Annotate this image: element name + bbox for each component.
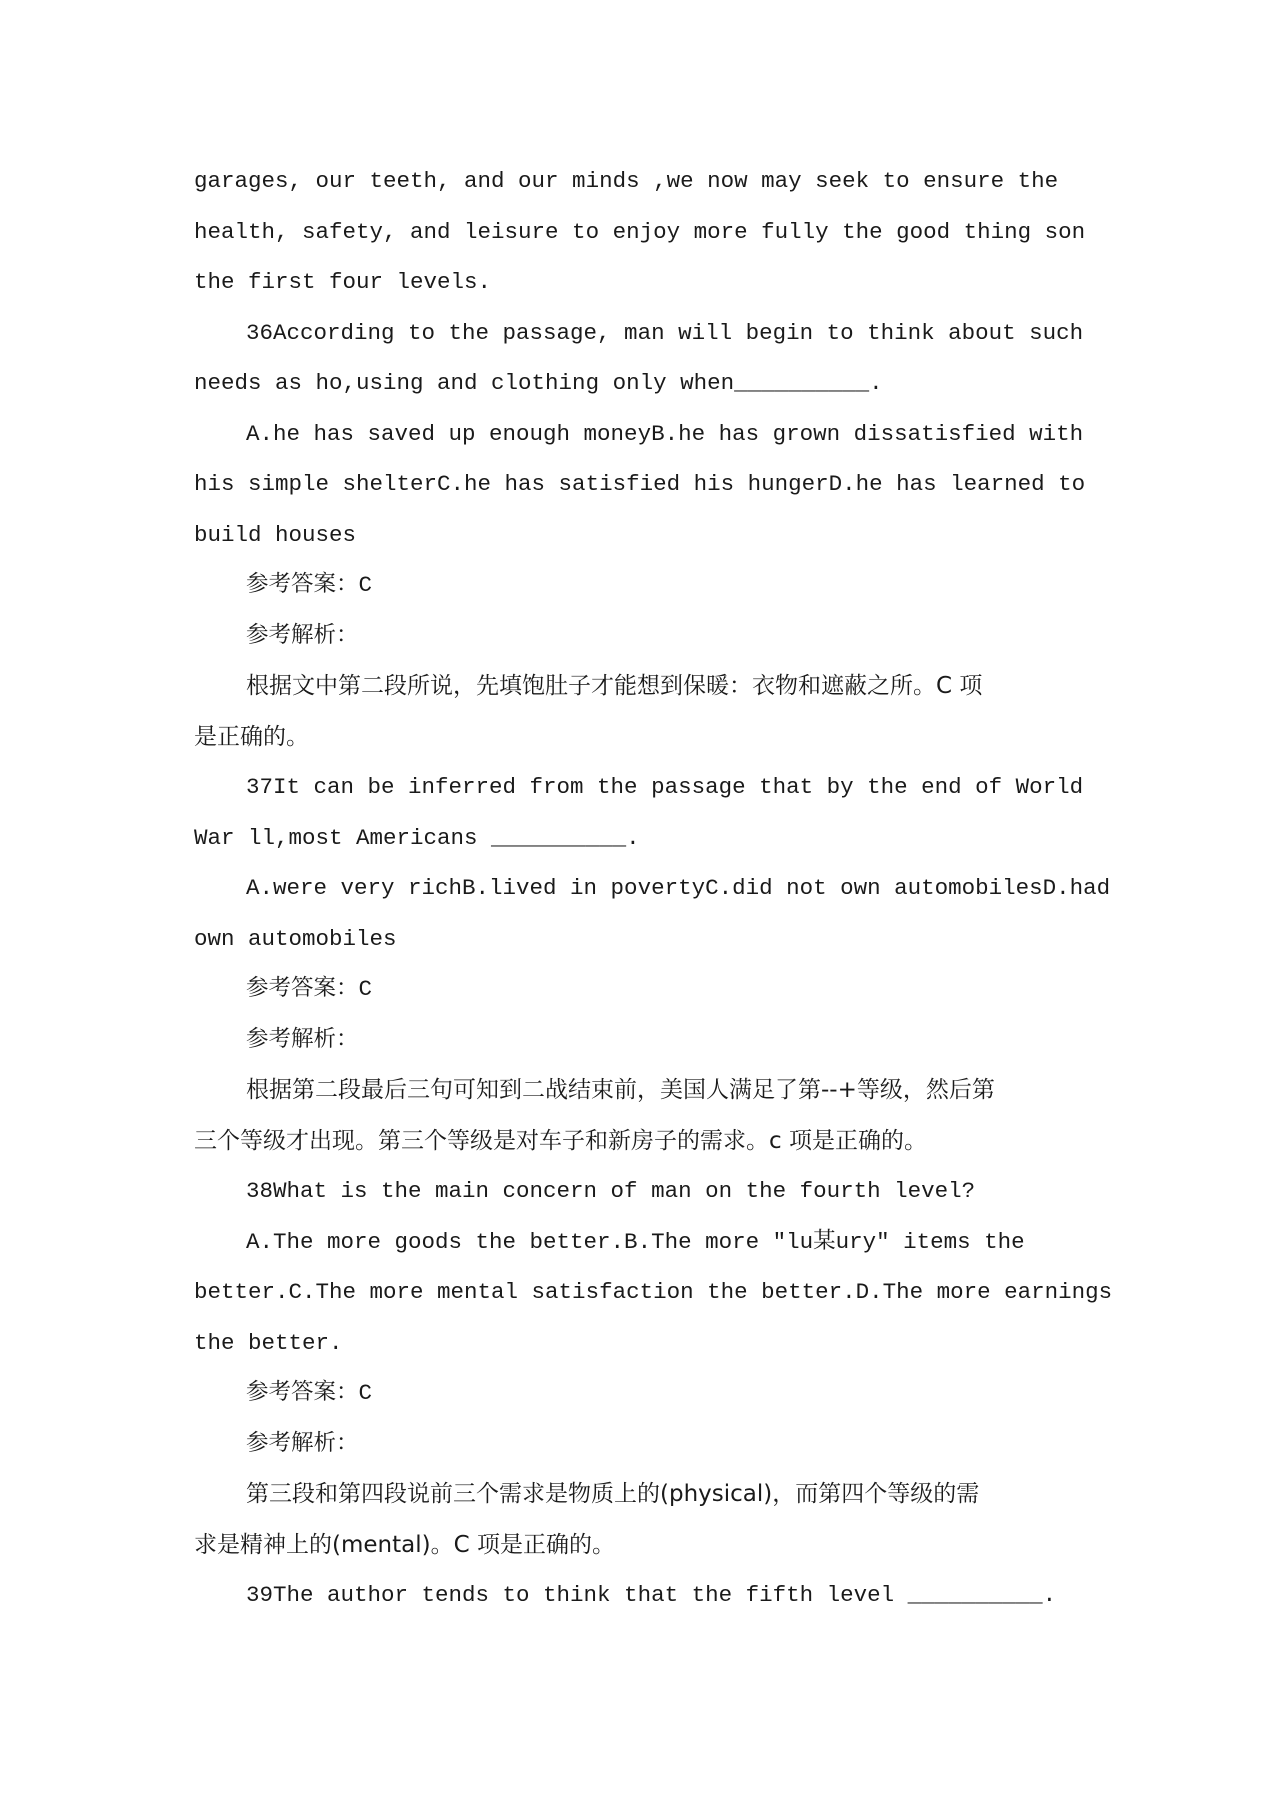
document-page bbox=[194, 156, 1113, 1621]
question-36-stem: 36According to the passage, man will begin to think about such bbox=[246, 319, 1084, 346]
question-37-stem: 37It can be inferred from the passage that by the end of World bbox=[246, 774, 1084, 800]
question-36-answer: 参考答案：C bbox=[246, 572, 373, 598]
passage-line: garages, our teeth, and our minds ,we now may seek to ensure the bbox=[194, 168, 1059, 194]
question-38-stem: 38What is the main concern of man on the fourth level? bbox=[246, 1178, 976, 1204]
question-38-options: the better. bbox=[194, 1329, 343, 1356]
question-36-options: A.he has saved up enough moneyB.he has grown dissatisfied with bbox=[246, 420, 1084, 447]
passage-line: the first four levels. bbox=[194, 269, 492, 295]
question-37-options: own automobiles bbox=[194, 925, 397, 952]
question-37-answer: 参考答案：C bbox=[246, 976, 373, 1002]
question-36-options: his simple shelterC.he has satisfied his hungerD.he has learned to bbox=[194, 471, 1086, 497]
question-37-options: A.were very richB.lived in povertyC.did not own automobilesD.had bbox=[246, 875, 1111, 901]
question-36-analysis-label: 参考解析： bbox=[246, 622, 359, 649]
question-38-options: A.The more goods the better.B.The more "lu某ury" items the bbox=[246, 1228, 1025, 1255]
question-37-analysis: 根据第二段最后三句可知到二战结束前，美国人满足了第--+等级，然后第 bbox=[246, 1077, 995, 1103]
question-36-analysis: 根据文中第二段所说，先填饱肚子才能想到保暖：衣物和遮蔽之所。C 项 bbox=[246, 673, 983, 699]
question-37-stem: War ll,most Americans __________. bbox=[194, 824, 640, 851]
passage-line: health, safety, and leisure to enjoy more fully the good thing son bbox=[194, 218, 1086, 245]
question-39-stem: 39The author tends to think that the fifth level __________. bbox=[246, 1582, 1057, 1608]
question-36-options: build houses bbox=[194, 521, 357, 548]
question-38-answer: 参考答案：C bbox=[246, 1380, 373, 1406]
question-38-analysis: 求是精神上的(mental)。C 项是正确的。 bbox=[194, 1531, 615, 1558]
question-37-analysis: 三个等级才出现。第三个等级是对车子和新房子的需求。c 项是正确的。 bbox=[194, 1127, 927, 1154]
question-36-stem: needs as ho,using and clothing only when__________. bbox=[194, 370, 883, 396]
question-38-options: better.C.The more mental satisfaction the better.D.The more earnings bbox=[194, 1279, 1113, 1305]
question-37-analysis-label: 参考解析： bbox=[246, 1026, 359, 1053]
question-36-analysis: 是正确的。 bbox=[194, 723, 309, 750]
question-38-analysis: 第三段和第四段说前三个需求是物质上的(physical)，而第四个等级的需 bbox=[246, 1481, 980, 1507]
question-38-analysis-label: 参考解析： bbox=[246, 1430, 359, 1457]
